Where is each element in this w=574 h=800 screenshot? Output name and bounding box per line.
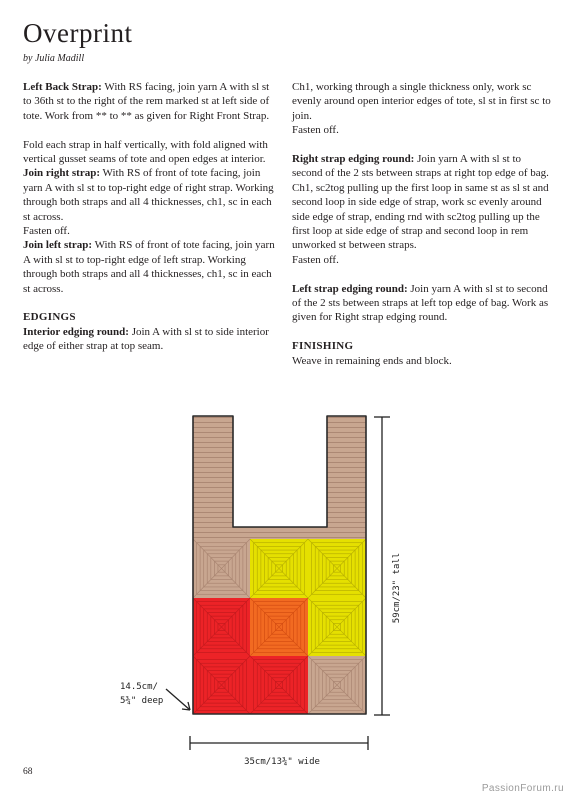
page-number: 68 — [23, 767, 33, 777]
square-yellow-r1c2 — [250, 539, 308, 598]
left-strap-edging-label: Left strap edging round: — [292, 282, 408, 295]
square-yellow-r2c3 — [308, 598, 366, 656]
depth-label-line1: 14.5cm/ — [120, 682, 158, 692]
edgings-heading: EDGINGS — [23, 311, 76, 324]
interior-edging-text: Join A with sl st to side interior edge of either strap at top seam. — [23, 325, 269, 353]
left-back-strap-text: With RS facing, join yarn A with sl st to 36th st to the right of the rem marked st at left side of tote. Work from ** to ** as given for Right Front Strap. — [23, 81, 270, 122]
join-left-strap-label: Join left strap: — [23, 239, 93, 252]
fasten-off-text: Fasten off. — [292, 253, 339, 266]
square-tan-r3c3 — [308, 656, 366, 714]
join-right-strap-text: With RS of front of tote facing, join yarn A with sl st to top-right edge of right strap. Working through both straps and all 4 thicknesses, ch1, sc in each st across. — [23, 167, 274, 223]
left-strap — [193, 416, 233, 527]
width-label: 35cm/13¾" wide — [244, 757, 320, 767]
left-column — [23, 80, 278, 354]
square-red-r3c1 — [193, 656, 250, 714]
tote-schematic-diagram — [0, 400, 574, 780]
strap-group — [193, 416, 366, 539]
finishing-heading: FINISHING — [292, 340, 354, 353]
right-strap-edging-label: Right strap edging round: — [292, 153, 415, 166]
interior-edging-label: Interior edging round: — [23, 325, 129, 338]
right-column — [292, 80, 554, 368]
continuation-paragraph: Ch1, working through a single thickness only, work sc evenly around open interior edges of tote, sl st in first sc to join. — [292, 81, 551, 122]
right-strap-edging-paragraph — [292, 152, 554, 253]
square-orange-r2c2 — [250, 598, 308, 656]
squares-group — [193, 539, 366, 714]
left-back-strap-paragraph — [23, 80, 278, 123]
byline: by Julia Madill — [23, 53, 85, 64]
left-back-strap-label: Left Back Strap: — [23, 81, 102, 93]
right-strap — [327, 416, 366, 527]
square-yellow-r1c3 — [308, 539, 366, 598]
left-strap-edging-text: Join yarn A with sl st to second of the 2 sts between straps at left top edge of bag. Work as given for Right strap edging round. — [292, 282, 549, 324]
interior-edging-paragraph — [23, 325, 278, 354]
article-title: Overprint — [23, 18, 133, 48]
fasten-off-text: Fasten off. — [23, 225, 70, 238]
depth-arrow — [166, 689, 190, 710]
left-strap-edging-paragraph — [292, 282, 554, 325]
top-band — [193, 527, 366, 539]
join-left-strap-paragraph — [23, 238, 278, 296]
square-red-r2c1 — [193, 598, 250, 656]
watermark: PassionForum.ru — [481, 783, 564, 794]
square-tan-r1c1 — [193, 539, 250, 598]
fasten-off-text: Fasten off. — [292, 124, 339, 137]
join-right-strap-paragraph — [23, 166, 278, 224]
join-left-strap-text: With RS of front of tote facing, join yarn A with sl st to top-right edge of left strap. Working through both straps and all 4 thicknesses, ch1, sc in each st across. — [23, 239, 275, 295]
fold-paragraph: Fold each strap in half vertically, with fold aligned with vertical gusset seams of tote and open edges at interior. — [23, 138, 268, 166]
join-right-strap-label: Join right strap: — [23, 167, 100, 180]
square-red-r3c2 — [250, 656, 308, 714]
finishing-paragraph: Weave in remaining ends and block. — [292, 354, 452, 367]
height-label: 59cm/23" tall — [392, 552, 402, 624]
right-strap-edging-text: Join yarn A with sl st to second of the 2 sts between straps at right top edge of bag. Ch1, sc2tog pulling up the first loop in same st as sl st and second loop in side edge of strap, work sc evenly around side edge of strap, ending rnd with sc2tog pulling up the first loop at side edge of strap and second loop in rem unworked st between straps. — [292, 153, 549, 252]
depth-label-line2: 5¾" deep — [120, 696, 164, 706]
